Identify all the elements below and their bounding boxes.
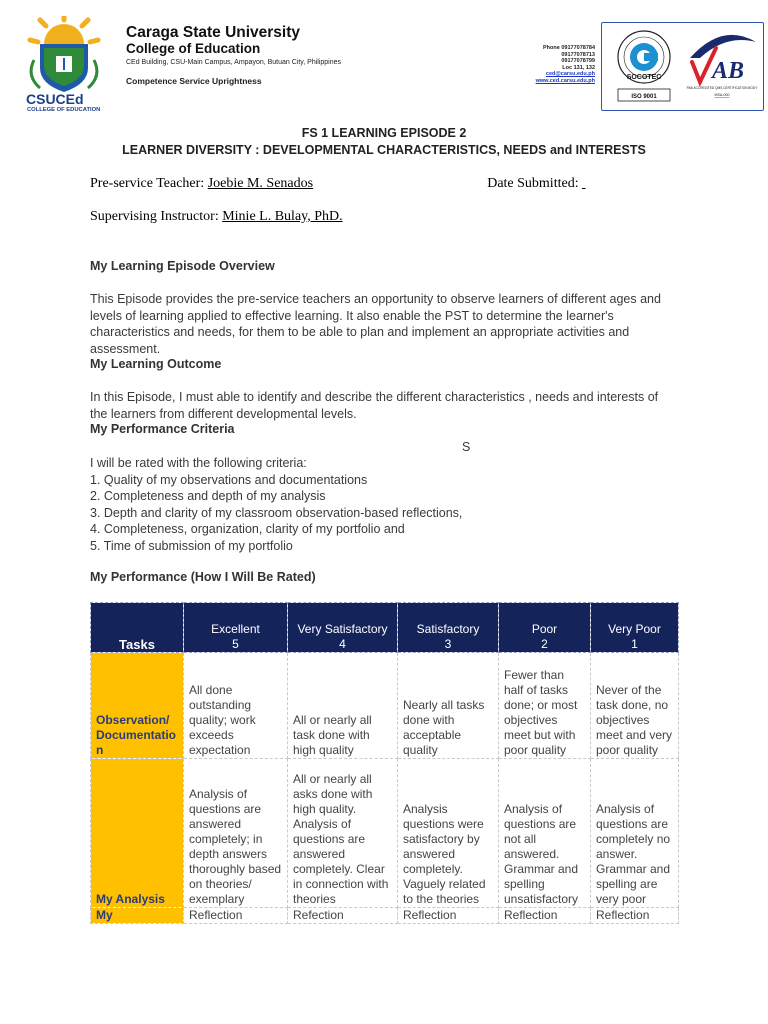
rubric-cell: Reflection — [398, 908, 499, 924]
header-very-poor: Very Poor 1 — [591, 603, 679, 653]
contact-phone: Phone 09177078784 — [543, 45, 595, 51]
criteria-item: 5. Time of submission of my portfolio — [90, 538, 293, 553]
college-motto: Competence Service Uprightness — [126, 76, 262, 86]
table-row — [91, 908, 679, 924]
instructor-line — [90, 209, 646, 225]
logo-subtext: COLLEGE OF EDUCATION — [27, 107, 101, 112]
pab-certification — [686, 28, 758, 104]
header-satisfactory: Satisfactory 3 — [398, 603, 499, 653]
instructor-label: Supervising Instructor: — [90, 209, 219, 224]
rubric-cell: Refection — [288, 908, 398, 924]
ab-code: MSA-000 — [714, 93, 730, 97]
pab-swoosh-icon — [690, 35, 756, 58]
college-name: College of Education — [126, 41, 261, 56]
criteria-item: 4. Completeness, organization, clarity of my portfolio and — [90, 522, 405, 536]
rubric-cell: Reflection — [184, 908, 288, 924]
teacher-line — [90, 176, 652, 192]
episode-subtitle: LEARNER DIVERSITY : DEVELOPMENTAL CHARACTERISTICS, NEEDS and INTERESTS — [122, 143, 646, 157]
contact-phone-2: 09177078713 — [561, 51, 595, 58]
socotec-label: SOCOTEC — [626, 74, 662, 81]
rubric-cell: Analysis questions were satisfactory by answered completely. Vaguely related to the theories — [398, 759, 499, 908]
rubric-cell: Nearly all tasks done with acceptable quality — [398, 653, 499, 759]
date-label: Date Submitted: — [487, 176, 579, 191]
rubric-cell: Reflection — [591, 908, 679, 924]
university-name: Caraga State University — [126, 24, 301, 41]
logo-text: CSUCEd — [26, 91, 84, 107]
criteria-heading: My Performance Criteria — [90, 422, 235, 436]
task-cell: My Analysis — [91, 759, 184, 908]
contact-loc: Loc 131, 132 — [562, 64, 595, 71]
criteria-item: 2. Completeness and depth of my analysis — [90, 489, 326, 503]
rubric-cell: Analysis of questions are answered completely; in depth answers thoroughly based on theories/ exemplary — [184, 759, 288, 908]
rubric-cell: Analysis of questions are completely no answer. Grammar and spelling are very poor — [591, 759, 679, 908]
teacher-name[interactable]: Joebie M. Senados — [207, 176, 314, 191]
episode-title: FS 1 LEARNING EPISODE 2 — [301, 126, 467, 140]
rubric-header-row — [91, 603, 679, 653]
rubric-table — [90, 602, 679, 924]
contact-website-link[interactable]: www.ced.carsu.edu.ph — [535, 77, 595, 84]
task-cell: Observation/ Documentation — [91, 653, 184, 759]
college-address: CEd Building, CSU-Main Campus, Ampayon, Butuan City, Philippines — [126, 59, 342, 66]
overview-text: This Episode provides the pre-service teachers an opportunity to observe learners of different ages and levels of learning applied to effective learning. It also enable the PST to determine the learner's characteristics and needs, for them to be able to plan and implement an appropriate activities and assessment. — [90, 292, 661, 356]
table-row — [91, 759, 679, 908]
header-tasks: Tasks — [91, 603, 184, 653]
header-excellent: Excellent 5 — [184, 603, 288, 653]
criteria-item: 3. Depth and clarity of my classroom observation-based reflections, — [90, 505, 463, 520]
header-very-satisfactory: Very Satisfactory 4 — [288, 603, 398, 653]
overview-heading: My Learning Episode Overview — [90, 259, 275, 273]
ab-label: AB — [712, 58, 745, 84]
table-row — [91, 653, 679, 759]
rubric-cell: All done outstanding quality; work exceeds expectation — [184, 653, 288, 759]
instructor-name[interactable]: Minie L. Bulay, PhD. — [222, 209, 343, 224]
ab-text: PAB ACCREDITED QMS CERTIFICATION BODY — [686, 86, 758, 90]
performance-heading: My Performance (How I Will Be Rated) — [90, 570, 316, 584]
outcome-heading: My Learning Outcome — [90, 357, 222, 371]
contact-phone-3: 09177078799 — [561, 58, 595, 65]
contact-block — [536, 45, 595, 85]
task-cell: My — [91, 908, 184, 924]
stray-character: S — [462, 440, 471, 454]
rubric-cell: Never of the task done, no objectives meet and very poor quality — [591, 653, 679, 759]
date-field[interactable] — [582, 176, 652, 192]
rubric-cell: All or nearly all asks done with high quality. Analysis of questions are answered completely. Clear in connection with theories — [288, 759, 398, 908]
header-poor: Poor 2 — [499, 603, 591, 653]
rubric-cell: Reflection — [499, 908, 591, 924]
rubric-cell: Fewer than half of tasks done; or most objectives meet but with poor quality — [499, 653, 591, 759]
outcome-text: In this Episode, I must able to identify and describe the different characteristics , needs and interests of the learners from different developmental levels. — [90, 390, 659, 421]
iso-label: ISO 9001 — [631, 94, 657, 100]
criteria-item: 1. Quality of my observations and documentations — [90, 472, 368, 487]
teacher-label: Pre-service Teacher: — [90, 176, 205, 191]
csu-ced-logo — [26, 16, 108, 112]
criteria-list — [90, 455, 462, 554]
rubric-cell: Analysis of questions are not all answered. Grammar and spelling unsatisfactory — [499, 759, 591, 908]
contact-email-link[interactable]: ced@carsu.edu.ph — [545, 71, 595, 78]
rubric-cell: All or nearly all task done with high quality — [288, 653, 398, 759]
socotec-certification — [608, 27, 680, 105]
criteria-intro: I will be rated with the following criteria: — [90, 456, 307, 470]
